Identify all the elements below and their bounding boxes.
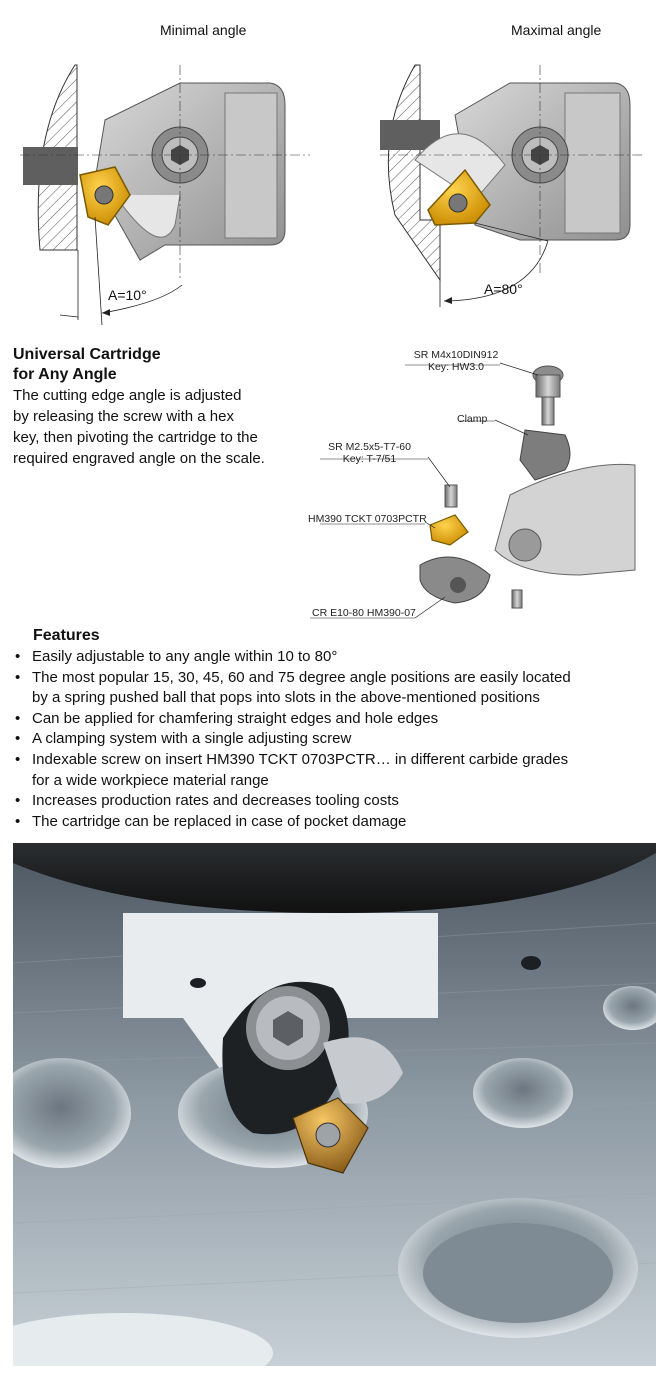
tool-in-use-photo [13,843,656,1366]
maximal-angle-drawing [380,45,650,315]
feature-line: • The most popular 15, 30, 45, 60 and 75 degree angle positions are easily located [32,668,571,686]
features-title: Features [33,627,100,644]
intro-heading-line2: for Any Angle [13,366,117,383]
feature-item [12,791,662,812]
callout-main-screw [405,349,507,373]
feature-line: for a wide workpiece material range [32,771,269,789]
intro-heading-line1: Universal Cartridge [13,346,161,363]
feature-line: by a spring pushed ball that pops into slots in the above-mentioned positions [32,689,540,707]
exploded-view-drawing [280,335,660,630]
feature-line: • A clamping system with a single adjusting screw [32,730,352,748]
feature-line: • Increases production rates and decreases tooling costs [32,792,399,810]
feature-item [12,750,662,791]
intro-line: key, then pivoting the cartridge to the [13,429,258,446]
callout-main-screw-part: SR M4x10DIN912 [413,349,499,361]
feature-line: • Easily adjustable to any angle within 10 to 80° [32,648,338,665]
intro-paragraph [13,385,303,469]
callout-cartridge: CR E10-80 HM390-07 [312,607,416,619]
callout-insert: HM390 TCKT 0703PCTR [308,513,427,525]
callout-clamp: Clamp [457,413,488,425]
feature-item [12,709,662,730]
callout-insert-screw-key: Key: T-7/51 [342,453,397,465]
callout-insert-screw-part: SR M2.5x5-T7-60 [328,441,411,453]
feature-line: • The cartridge can be replaced in case of pocket damage [32,812,407,830]
intro-line: The cutting edge angle is adjusted [13,387,242,404]
feature-item [12,812,662,833]
minimal-angle-title: Minimal angle [160,22,247,38]
feature-line: • Indexable screw on insert HM390 TCKT 0703PCTR… in different carbide grades [32,750,569,768]
minimal-angle-drawing [20,45,320,330]
feature-line: • Can be applied for chamfering straight edges and hole edges [32,709,439,727]
feature-item [12,668,662,709]
intro-line: required engraved angle on the scale. [13,450,265,467]
feature-item [12,729,662,750]
minimal-angle-value: A=10° [108,287,147,303]
intro-line: by releasing the screw with a hex [13,408,234,425]
maximal-angle-value: A=80° [484,281,523,297]
callout-main-screw-key: Key: HW3.0 [427,361,485,373]
feature-item [12,647,662,668]
maximal-angle-title: Maximal angle [511,22,602,38]
callout-insert-screw [317,441,422,465]
features-list [12,647,662,832]
